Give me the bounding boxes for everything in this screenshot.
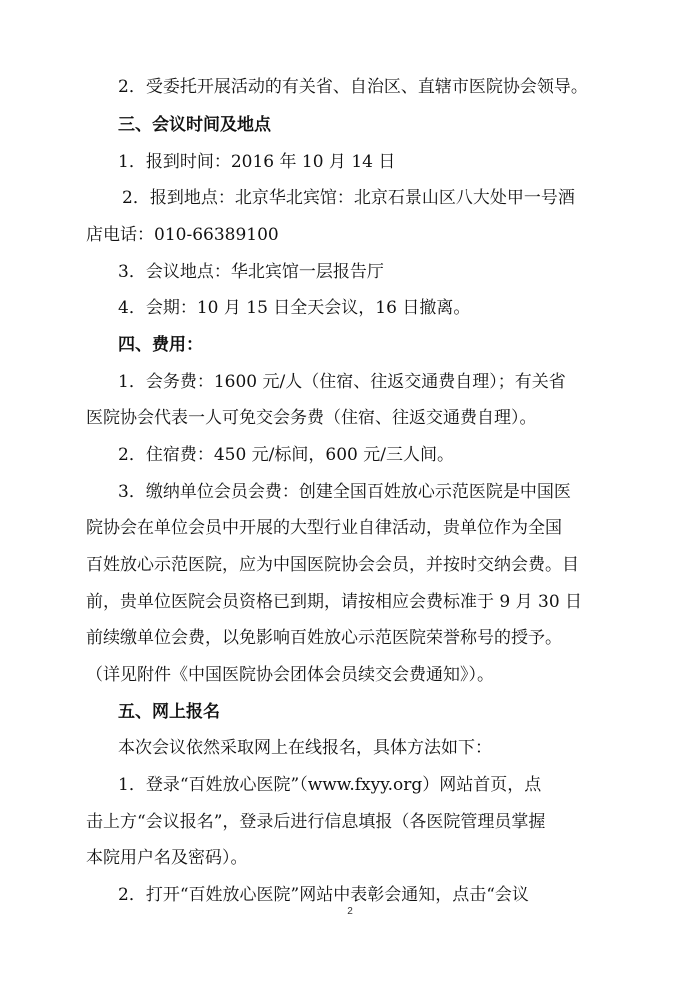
paragraph-line: 1．登录“百姓放心医院”（www.fxyy.org）网站首页，点 xyxy=(118,775,542,795)
paragraph-line: 2．报到地点：北京华北宾馆：北京石景山区八大处甲一号酒 xyxy=(122,188,575,208)
paragraph-line: 2．住宿费：450 元/标间，600 元/三人间。 xyxy=(118,445,454,465)
paragraph-line: 前续缴单位会费，以免影响百姓放心示范医院荣誉称号的授予。 xyxy=(86,628,562,648)
paragraph-line: 前，贵单位医院会员资格已到期，请按相应会费标准于 9 月 30 日 xyxy=(86,592,583,612)
paragraph-line: 3．会议地点：华北宾馆一层报告厅 xyxy=(118,262,384,282)
paragraph-line: 本院用户名及密码）。 xyxy=(86,848,248,868)
paragraph-line: 百姓放心示范医院，应为中国医院协会会员，并按时交纳会费。目 xyxy=(86,555,579,575)
paragraph-line: 1．报到时间：2016 年 10 月 14 日 xyxy=(118,152,396,172)
paragraph-line: 院协会在单位会员中开展的大型行业自律活动，贵单位作为全国 xyxy=(86,518,562,538)
section-heading-time-location: 三、会议时间及地点 xyxy=(118,115,271,135)
paragraph-line: 店电话：010-66389100 xyxy=(86,225,279,245)
section-heading-online-registration: 五、网上报名 xyxy=(118,702,220,722)
section-heading-fees: 四、费用： xyxy=(118,335,203,355)
paragraph-line: 本次会议依然采取网上在线报名，具体方法如下： xyxy=(118,738,492,758)
paragraph-line: 击上方“会议报名”，登录后进行信息填报（各医院管理员掌握 xyxy=(86,812,546,832)
paragraph-line: 2．受委托开展活动的有关省、自治区、直辖市医院协会领导。 xyxy=(118,77,588,97)
paragraph-line: 1．会务费：1600 元/人（住宿、往返交通费自理）；有关省 xyxy=(118,372,566,392)
paragraph-line: 医院协会代表一人可免交会务费（住宿、往返交通费自理）。 xyxy=(86,408,537,428)
paragraph-line: （详见附件《中国医院协会团体会员续交会费通知》）。 xyxy=(86,665,494,685)
paragraph-line: 3．缴纳单位会员会费：创建全国百姓放心示范医院是中国医 xyxy=(118,482,571,502)
page-number: 2 xyxy=(347,906,353,917)
paragraph-line: 2．打开“百姓放心医院”网站中表彰会通知，点击“会议 xyxy=(118,885,529,905)
paragraph-line: 4．会期：10 月 15 日全天会议，16 日撤离。 xyxy=(118,298,471,318)
